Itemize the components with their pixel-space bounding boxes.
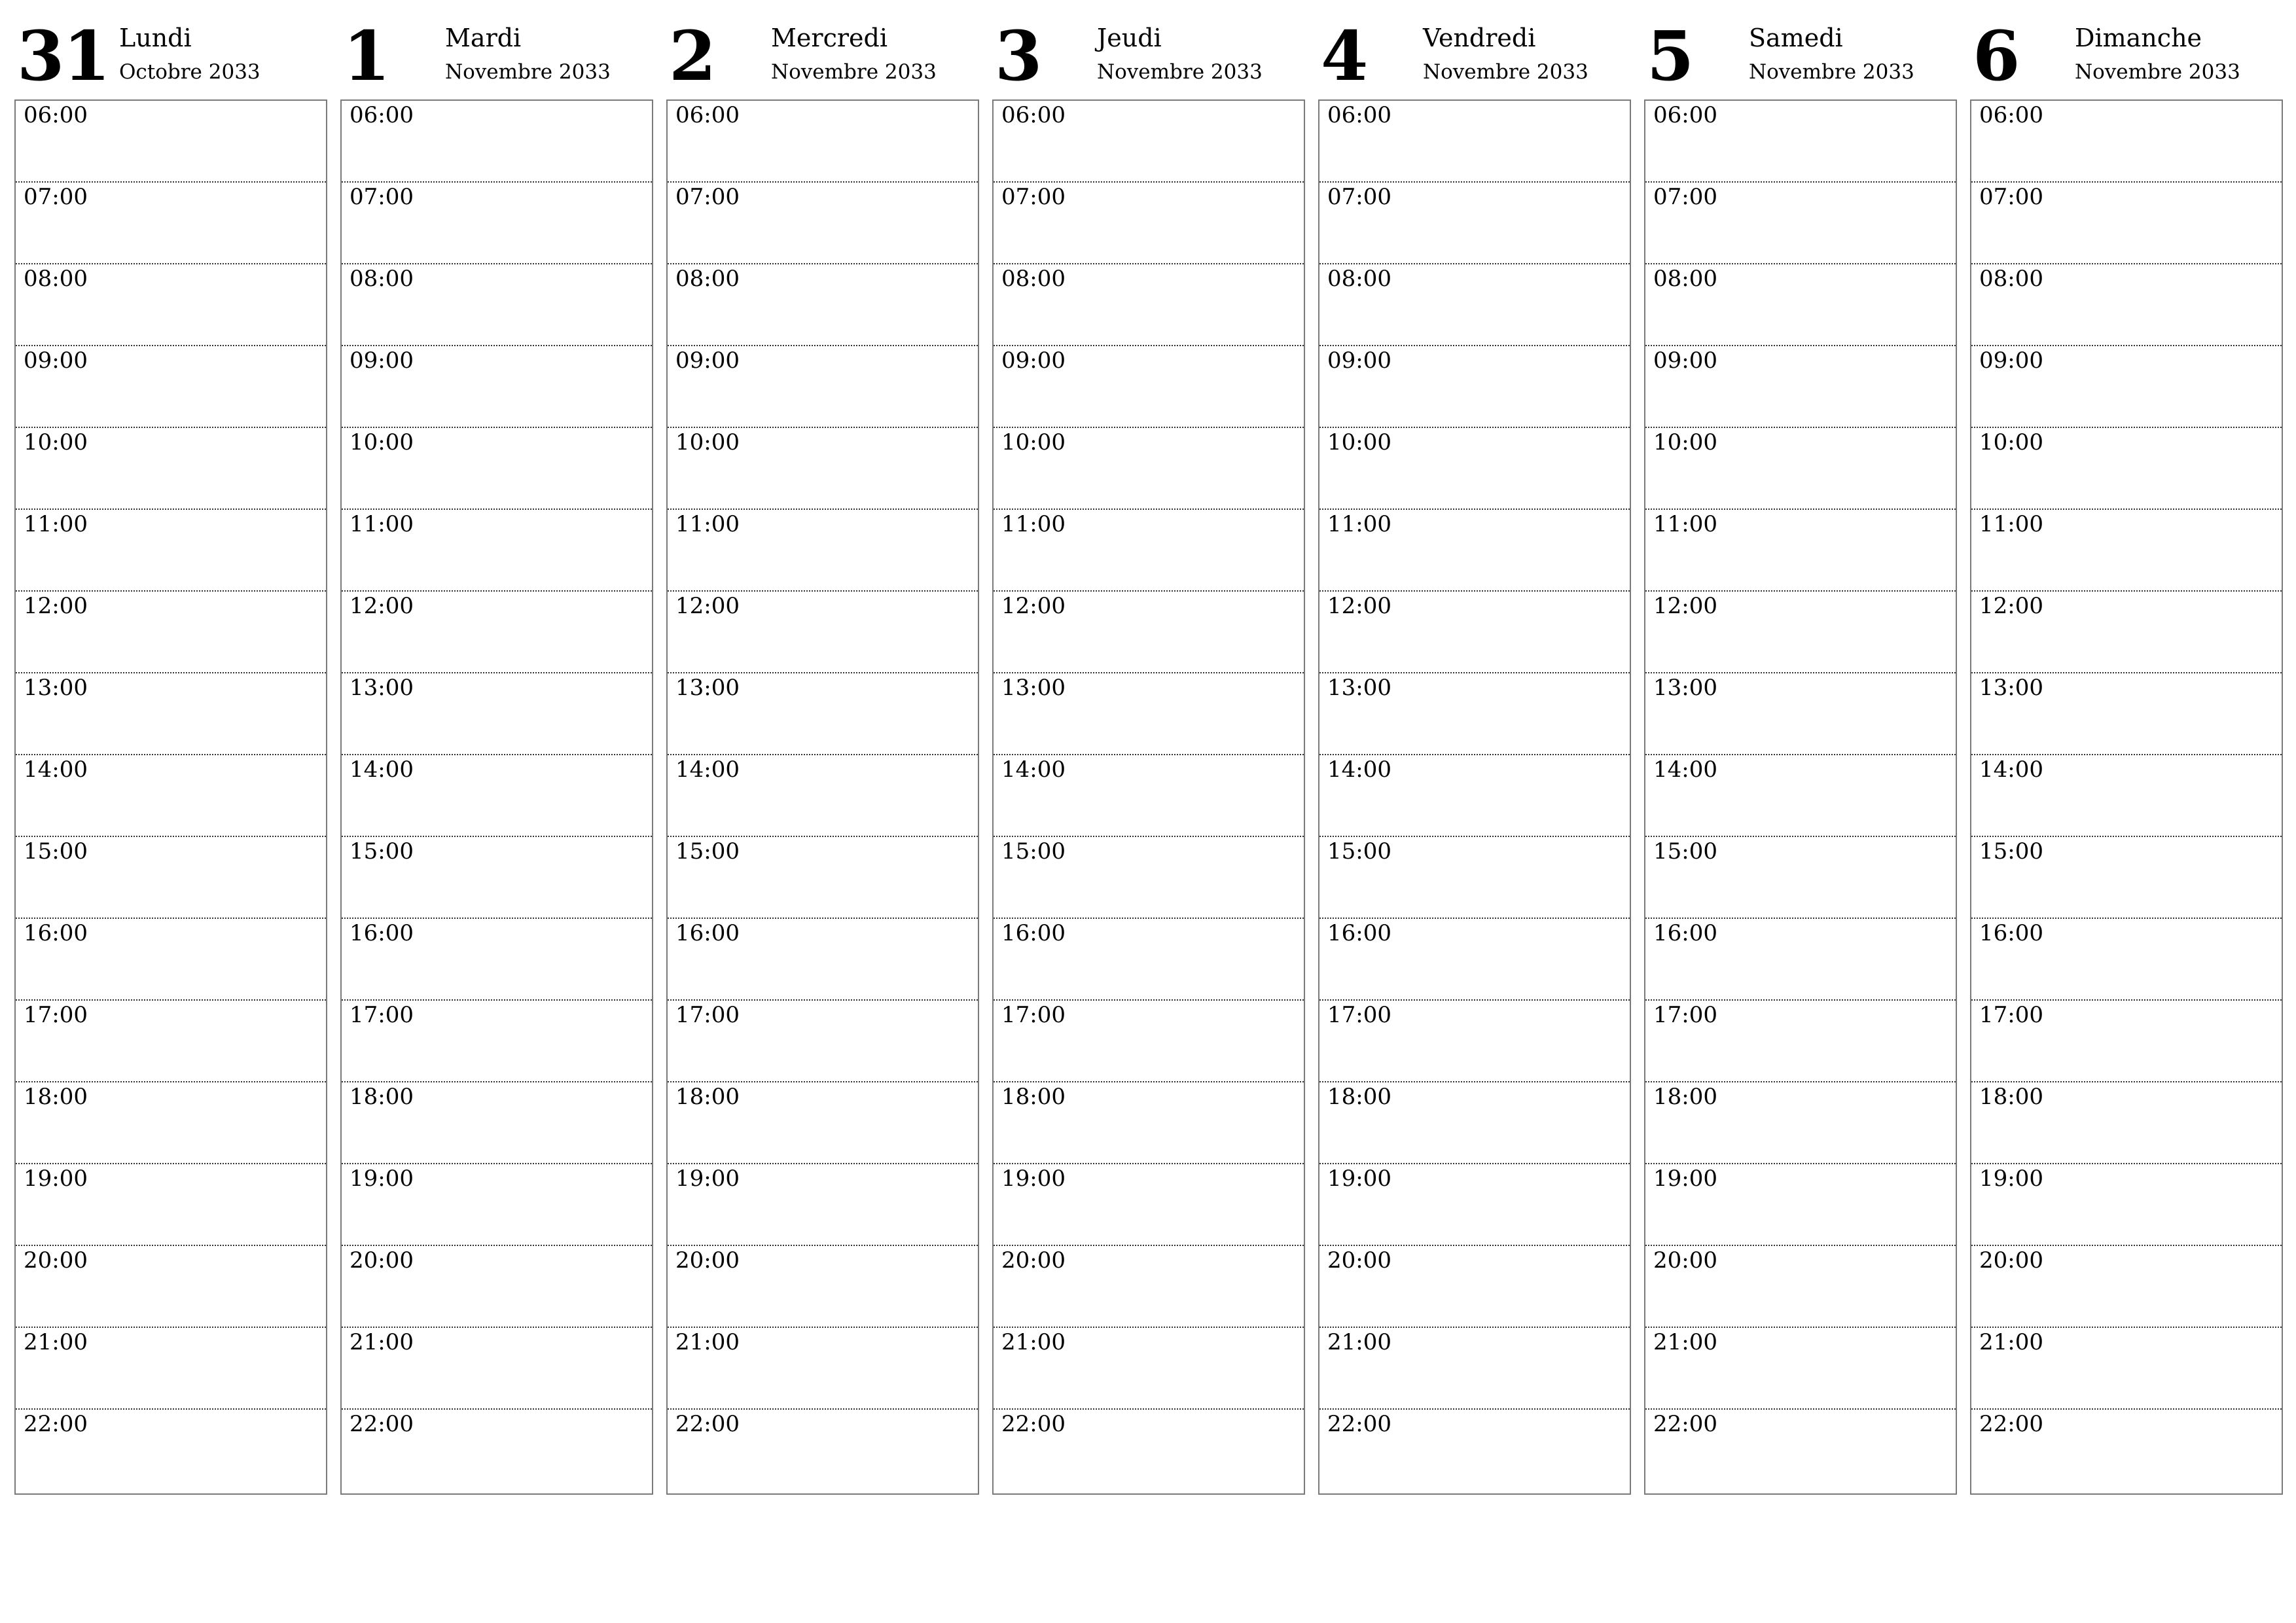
time-slot-label: 18:00: [350, 1084, 414, 1110]
time-slot[interactable]: [16, 919, 326, 1001]
day-weekday: Samedi: [1749, 24, 1843, 52]
time-slot-label: 07:00: [675, 184, 740, 210]
time-slot-label: 13:00: [1327, 675, 1391, 701]
time-slot-label: 17:00: [1653, 1002, 1717, 1028]
time-slot[interactable]: [16, 1328, 326, 1410]
time-slot[interactable]: [994, 1410, 1304, 1493]
time-slot[interactable]: [1971, 673, 2282, 755]
day-number: 4: [1321, 16, 1367, 96]
day-header: [1644, 16, 1957, 98]
time-slot[interactable]: [1645, 837, 1956, 919]
time-slot[interactable]: [1971, 1082, 2282, 1164]
time-slot-label: 15:00: [1001, 838, 1066, 865]
time-slot-label: 20:00: [24, 1247, 88, 1274]
day-column: [340, 16, 653, 1499]
time-slot-label: 11:00: [1979, 511, 2043, 537]
time-slot-label: 17:00: [1001, 1002, 1066, 1028]
time-slot[interactable]: [1319, 837, 1630, 919]
day-header: [1970, 16, 2283, 98]
time-slot[interactable]: [1971, 428, 2282, 510]
time-slot-label: 18:00: [1001, 1084, 1066, 1110]
day-weekday: Mardi: [445, 24, 522, 52]
day-month-year: Novembre 2033: [1749, 60, 1914, 84]
time-slot[interactable]: [1319, 1246, 1630, 1328]
time-slot[interactable]: [1645, 183, 1956, 264]
time-slot-label: 14:00: [24, 757, 88, 783]
time-slot[interactable]: [1319, 183, 1630, 264]
time-slot[interactable]: [1645, 1328, 1956, 1410]
time-slot-label: 06:00: [24, 102, 88, 128]
time-slot-label: 11:00: [24, 511, 88, 537]
time-slot-label: 16:00: [1979, 920, 2043, 946]
time-slot[interactable]: [668, 592, 978, 673]
time-slot[interactable]: [1319, 1410, 1630, 1493]
time-slot[interactable]: [994, 346, 1304, 428]
time-slot[interactable]: [1645, 428, 1956, 510]
time-slot-label: 07:00: [350, 184, 414, 210]
time-slot[interactable]: [994, 101, 1304, 183]
time-slot-label: 22:00: [675, 1411, 740, 1437]
time-slot[interactable]: [1645, 101, 1956, 183]
time-slot[interactable]: [994, 1082, 1304, 1164]
time-slot-label: 10:00: [675, 429, 740, 455]
time-slot[interactable]: [994, 592, 1304, 673]
day-schedule-box: [1970, 99, 2283, 1495]
time-slot[interactable]: [16, 183, 326, 264]
time-slot-label: 20:00: [1979, 1247, 2043, 1274]
time-slot-label: 06:00: [1653, 102, 1717, 128]
time-slot-label: 15:00: [24, 838, 88, 865]
time-slot[interactable]: [342, 1410, 652, 1493]
day-month-year: Octobre 2033: [119, 60, 260, 84]
time-slot[interactable]: [342, 346, 652, 428]
time-slot-label: 14:00: [675, 757, 740, 783]
time-slot[interactable]: [668, 101, 978, 183]
day-number: 1: [343, 16, 389, 96]
time-slot[interactable]: [1645, 1164, 1956, 1246]
time-slot[interactable]: [16, 592, 326, 673]
time-slot-label: 22:00: [1653, 1411, 1717, 1437]
time-slot-label: 06:00: [350, 102, 414, 128]
time-slot-label: 12:00: [1979, 593, 2043, 619]
time-slot-label: 19:00: [1653, 1166, 1717, 1192]
time-slot-label: 08:00: [1001, 266, 1066, 292]
time-slot[interactable]: [994, 1001, 1304, 1082]
time-slot[interactable]: [1971, 1001, 2282, 1082]
time-slot-label: 14:00: [1001, 757, 1066, 783]
time-slot-label: 09:00: [1001, 348, 1066, 374]
day-number: 3: [995, 16, 1041, 96]
time-slot-label: 11:00: [1001, 511, 1066, 537]
time-slot[interactable]: [342, 1328, 652, 1410]
time-slot[interactable]: [1971, 264, 2282, 346]
day-column: [14, 16, 327, 1499]
time-slot-label: 12:00: [1001, 593, 1066, 619]
day-column: [992, 16, 1305, 1499]
time-slot[interactable]: [16, 510, 326, 592]
time-slot[interactable]: [1645, 346, 1956, 428]
time-slot-label: 13:00: [1653, 675, 1717, 701]
time-slot[interactable]: [16, 1246, 326, 1328]
day-number: 31: [17, 16, 109, 96]
time-slot-label: 18:00: [675, 1084, 740, 1110]
time-slot-label: 15:00: [350, 838, 414, 865]
time-slot[interactable]: [16, 1082, 326, 1164]
time-slot[interactable]: [342, 919, 652, 1001]
day-schedule-box: [1644, 99, 1957, 1495]
time-slot-label: 15:00: [1653, 838, 1717, 865]
day-weekday: Jeudi: [1097, 24, 1162, 52]
time-slot[interactable]: [1319, 919, 1630, 1001]
time-slot[interactable]: [1971, 1328, 2282, 1410]
time-slot[interactable]: [16, 837, 326, 919]
time-slot-label: 08:00: [350, 266, 414, 292]
day-header: [14, 16, 327, 98]
time-slot-label: 10:00: [350, 429, 414, 455]
day-month-year: Novembre 2033: [1097, 60, 1263, 84]
day-month-year: Novembre 2033: [771, 60, 937, 84]
time-slot[interactable]: [1319, 1001, 1630, 1082]
day-schedule-box: [340, 99, 653, 1495]
time-slot-label: 20:00: [1327, 1247, 1391, 1274]
time-slot[interactable]: [668, 755, 978, 837]
time-slot[interactable]: [1971, 1246, 2282, 1328]
time-slot[interactable]: [1971, 1164, 2282, 1246]
time-slot[interactable]: [342, 1246, 652, 1328]
day-weekday: Mercredi: [771, 24, 888, 52]
time-slot[interactable]: [342, 1001, 652, 1082]
time-slot-label: 21:00: [1979, 1329, 2043, 1355]
time-slot-label: 22:00: [24, 1411, 88, 1437]
time-slot[interactable]: [16, 264, 326, 346]
time-slot[interactable]: [16, 101, 326, 183]
time-slot-label: 16:00: [675, 920, 740, 946]
time-slot[interactable]: [1645, 673, 1956, 755]
time-slot[interactable]: [994, 919, 1304, 1001]
time-slot-label: 21:00: [675, 1329, 740, 1355]
time-slot-label: 22:00: [1979, 1411, 2043, 1437]
time-slot[interactable]: [994, 1328, 1304, 1410]
time-slot[interactable]: [342, 510, 652, 592]
time-slot[interactable]: [668, 673, 978, 755]
time-slot[interactable]: [668, 1164, 978, 1246]
time-slot-label: 08:00: [24, 266, 88, 292]
time-slot[interactable]: [342, 183, 652, 264]
time-slot-label: 20:00: [350, 1247, 414, 1274]
time-slot[interactable]: [16, 755, 326, 837]
time-slot-label: 13:00: [24, 675, 88, 701]
time-slot-label: 15:00: [675, 838, 740, 865]
time-slot[interactable]: [16, 1410, 326, 1493]
time-slot[interactable]: [668, 510, 978, 592]
day-schedule-box: [666, 99, 979, 1495]
time-slot[interactable]: [342, 673, 652, 755]
time-slot-label: 16:00: [1653, 920, 1717, 946]
time-slot-label: 21:00: [1001, 1329, 1066, 1355]
time-slot-label: 19:00: [1979, 1166, 2043, 1192]
time-slot-label: 13:00: [675, 675, 740, 701]
day-number: 2: [669, 16, 715, 96]
time-slot[interactable]: [16, 1001, 326, 1082]
weekly-planner: [14, 16, 2282, 1499]
day-header: [666, 16, 979, 98]
time-slot-label: 06:00: [1979, 102, 2043, 128]
time-slot-label: 12:00: [1327, 593, 1391, 619]
day-month-year: Novembre 2033: [445, 60, 611, 84]
time-slot-label: 13:00: [1979, 675, 2043, 701]
day-column: [1318, 16, 1631, 1499]
day-schedule-box: [14, 99, 327, 1495]
time-slot[interactable]: [1971, 510, 2282, 592]
day-header: [1318, 16, 1631, 98]
time-slot-label: 12:00: [675, 593, 740, 619]
time-slot[interactable]: [668, 1246, 978, 1328]
time-slot-label: 11:00: [350, 511, 414, 537]
time-slot[interactable]: [1971, 919, 2282, 1001]
time-slot[interactable]: [1319, 1328, 1630, 1410]
time-slot[interactable]: [1319, 510, 1630, 592]
time-slot-label: 17:00: [24, 1002, 88, 1028]
time-slot-label: 08:00: [1653, 266, 1717, 292]
time-slot-label: 17:00: [350, 1002, 414, 1028]
time-slot[interactable]: [342, 837, 652, 919]
time-slot-label: 21:00: [1653, 1329, 1717, 1355]
time-slot[interactable]: [668, 183, 978, 264]
time-slot[interactable]: [1971, 755, 2282, 837]
time-slot-label: 18:00: [1979, 1084, 2043, 1110]
time-slot-label: 16:00: [24, 920, 88, 946]
time-slot-label: 06:00: [1327, 102, 1391, 128]
time-slot-label: 06:00: [1001, 102, 1066, 128]
time-slot[interactable]: [1645, 1246, 1956, 1328]
time-slot-label: 12:00: [1653, 593, 1717, 619]
time-slot-label: 21:00: [1327, 1329, 1391, 1355]
day-column: [666, 16, 979, 1499]
time-slot-label: 10:00: [1979, 429, 2043, 455]
time-slot-label: 09:00: [350, 348, 414, 374]
time-slot[interactable]: [994, 673, 1304, 755]
day-schedule-box: [1318, 99, 1631, 1495]
time-slot[interactable]: [1319, 673, 1630, 755]
time-slot[interactable]: [1971, 101, 2282, 183]
time-slot[interactable]: [1319, 755, 1630, 837]
time-slot[interactable]: [1971, 1410, 2282, 1493]
time-slot-label: 22:00: [1327, 1411, 1391, 1437]
day-number: 6: [1973, 16, 2019, 96]
time-slot[interactable]: [1319, 428, 1630, 510]
day-month-year: Novembre 2033: [1423, 60, 1588, 84]
time-slot-label: 14:00: [350, 757, 414, 783]
time-slot[interactable]: [1645, 755, 1956, 837]
time-slot[interactable]: [16, 428, 326, 510]
time-slot-label: 18:00: [1653, 1084, 1717, 1110]
time-slot-label: 21:00: [24, 1329, 88, 1355]
time-slot[interactable]: [994, 1164, 1304, 1246]
time-slot-label: 09:00: [24, 348, 88, 374]
time-slot[interactable]: [16, 673, 326, 755]
time-slot[interactable]: [668, 1410, 978, 1493]
time-slot-label: 17:00: [1327, 1002, 1391, 1028]
time-slot-label: 19:00: [675, 1166, 740, 1192]
time-slot[interactable]: [1971, 346, 2282, 428]
day-weekday: Lundi: [119, 24, 192, 52]
time-slot[interactable]: [668, 837, 978, 919]
time-slot-label: 17:00: [1979, 1002, 2043, 1028]
time-slot[interactable]: [994, 183, 1304, 264]
time-slot[interactable]: [1645, 510, 1956, 592]
time-slot[interactable]: [994, 510, 1304, 592]
time-slot-label: 13:00: [1001, 675, 1066, 701]
time-slot-label: 11:00: [1653, 511, 1717, 537]
time-slot-label: 18:00: [24, 1084, 88, 1110]
time-slot[interactable]: [342, 1164, 652, 1246]
time-slot[interactable]: [1645, 919, 1956, 1001]
time-slot[interactable]: [342, 101, 652, 183]
time-slot[interactable]: [1971, 837, 2282, 919]
time-slot-label: 09:00: [1979, 348, 2043, 374]
day-header: [992, 16, 1305, 98]
time-slot[interactable]: [1645, 1001, 1956, 1082]
time-slot[interactable]: [668, 1328, 978, 1410]
time-slot-label: 20:00: [1653, 1247, 1717, 1274]
time-slot-label: 10:00: [24, 429, 88, 455]
time-slot[interactable]: [16, 1164, 326, 1246]
time-slot-label: 14:00: [1979, 757, 2043, 783]
time-slot-label: 08:00: [1327, 266, 1391, 292]
day-header: [340, 16, 653, 98]
day-number: 5: [1647, 16, 1693, 96]
time-slot[interactable]: [342, 592, 652, 673]
time-slot-label: 13:00: [350, 675, 414, 701]
day-schedule-box: [992, 99, 1305, 1495]
time-slot-label: 11:00: [1327, 511, 1391, 537]
time-slot-label: 09:00: [675, 348, 740, 374]
time-slot-label: 22:00: [350, 1411, 414, 1437]
day-month-year: Novembre 2033: [2075, 60, 2240, 84]
time-slot-label: 10:00: [1653, 429, 1717, 455]
time-slot[interactable]: [1319, 1164, 1630, 1246]
time-slot-label: 14:00: [1653, 757, 1717, 783]
day-column: [1644, 16, 1957, 1499]
time-slot[interactable]: [994, 1246, 1304, 1328]
time-slot-label: 08:00: [1979, 266, 2043, 292]
day-column: [1970, 16, 2283, 1499]
time-slot[interactable]: [342, 264, 652, 346]
time-slot[interactable]: [668, 919, 978, 1001]
time-slot[interactable]: [1645, 592, 1956, 673]
time-slot-label: 17:00: [675, 1002, 740, 1028]
time-slot[interactable]: [1319, 1082, 1630, 1164]
time-slot-label: 16:00: [350, 920, 414, 946]
time-slot[interactable]: [1319, 101, 1630, 183]
time-slot-label: 15:00: [1979, 838, 2043, 865]
time-slot-label: 21:00: [350, 1329, 414, 1355]
time-slot-label: 19:00: [350, 1166, 414, 1192]
time-slot[interactable]: [994, 837, 1304, 919]
time-slot-label: 16:00: [1327, 920, 1391, 946]
time-slot[interactable]: [1645, 1410, 1956, 1493]
time-slot-label: 08:00: [675, 266, 740, 292]
time-slot-label: 07:00: [1979, 184, 2043, 210]
time-slot-label: 15:00: [1327, 838, 1391, 865]
time-slot[interactable]: [1971, 592, 2282, 673]
time-slot-label: 14:00: [1327, 757, 1391, 783]
time-slot-label: 12:00: [24, 593, 88, 619]
time-slot[interactable]: [994, 264, 1304, 346]
time-slot[interactable]: [1319, 592, 1630, 673]
time-slot-label: 09:00: [1327, 348, 1391, 374]
time-slot[interactable]: [994, 755, 1304, 837]
time-slot-label: 07:00: [1653, 184, 1717, 210]
time-slot-label: 06:00: [675, 102, 740, 128]
time-slot[interactable]: [668, 428, 978, 510]
time-slot-label: 22:00: [1001, 1411, 1066, 1437]
time-slot[interactable]: [1971, 183, 2282, 264]
time-slot-label: 18:00: [1327, 1084, 1391, 1110]
time-slot[interactable]: [1319, 346, 1630, 428]
time-slot-label: 07:00: [1327, 184, 1391, 210]
time-slot-label: 10:00: [1327, 429, 1391, 455]
time-slot-label: 20:00: [675, 1247, 740, 1274]
time-slot-label: 19:00: [1327, 1166, 1391, 1192]
time-slot[interactable]: [668, 1082, 978, 1164]
time-slot-label: 19:00: [1001, 1166, 1066, 1192]
day-weekday: Vendredi: [1423, 24, 1536, 52]
time-slot[interactable]: [668, 346, 978, 428]
time-slot[interactable]: [994, 428, 1304, 510]
time-slot[interactable]: [342, 428, 652, 510]
time-slot-label: 09:00: [1653, 348, 1717, 374]
time-slot-label: 11:00: [675, 511, 740, 537]
time-slot[interactable]: [668, 1001, 978, 1082]
time-slot[interactable]: [342, 1082, 652, 1164]
day-weekday: Dimanche: [2075, 24, 2202, 52]
time-slot-label: 16:00: [1001, 920, 1066, 946]
time-slot-label: 19:00: [24, 1166, 88, 1192]
time-slot[interactable]: [342, 755, 652, 837]
time-slot-label: 10:00: [1001, 429, 1066, 455]
time-slot[interactable]: [1645, 264, 1956, 346]
time-slot[interactable]: [668, 264, 978, 346]
time-slot[interactable]: [1645, 1082, 1956, 1164]
time-slot-label: 07:00: [1001, 184, 1066, 210]
time-slot-label: 20:00: [1001, 1247, 1066, 1274]
time-slot-label: 07:00: [24, 184, 88, 210]
time-slot[interactable]: [16, 346, 326, 428]
time-slot[interactable]: [1319, 264, 1630, 346]
time-slot-label: 12:00: [350, 593, 414, 619]
